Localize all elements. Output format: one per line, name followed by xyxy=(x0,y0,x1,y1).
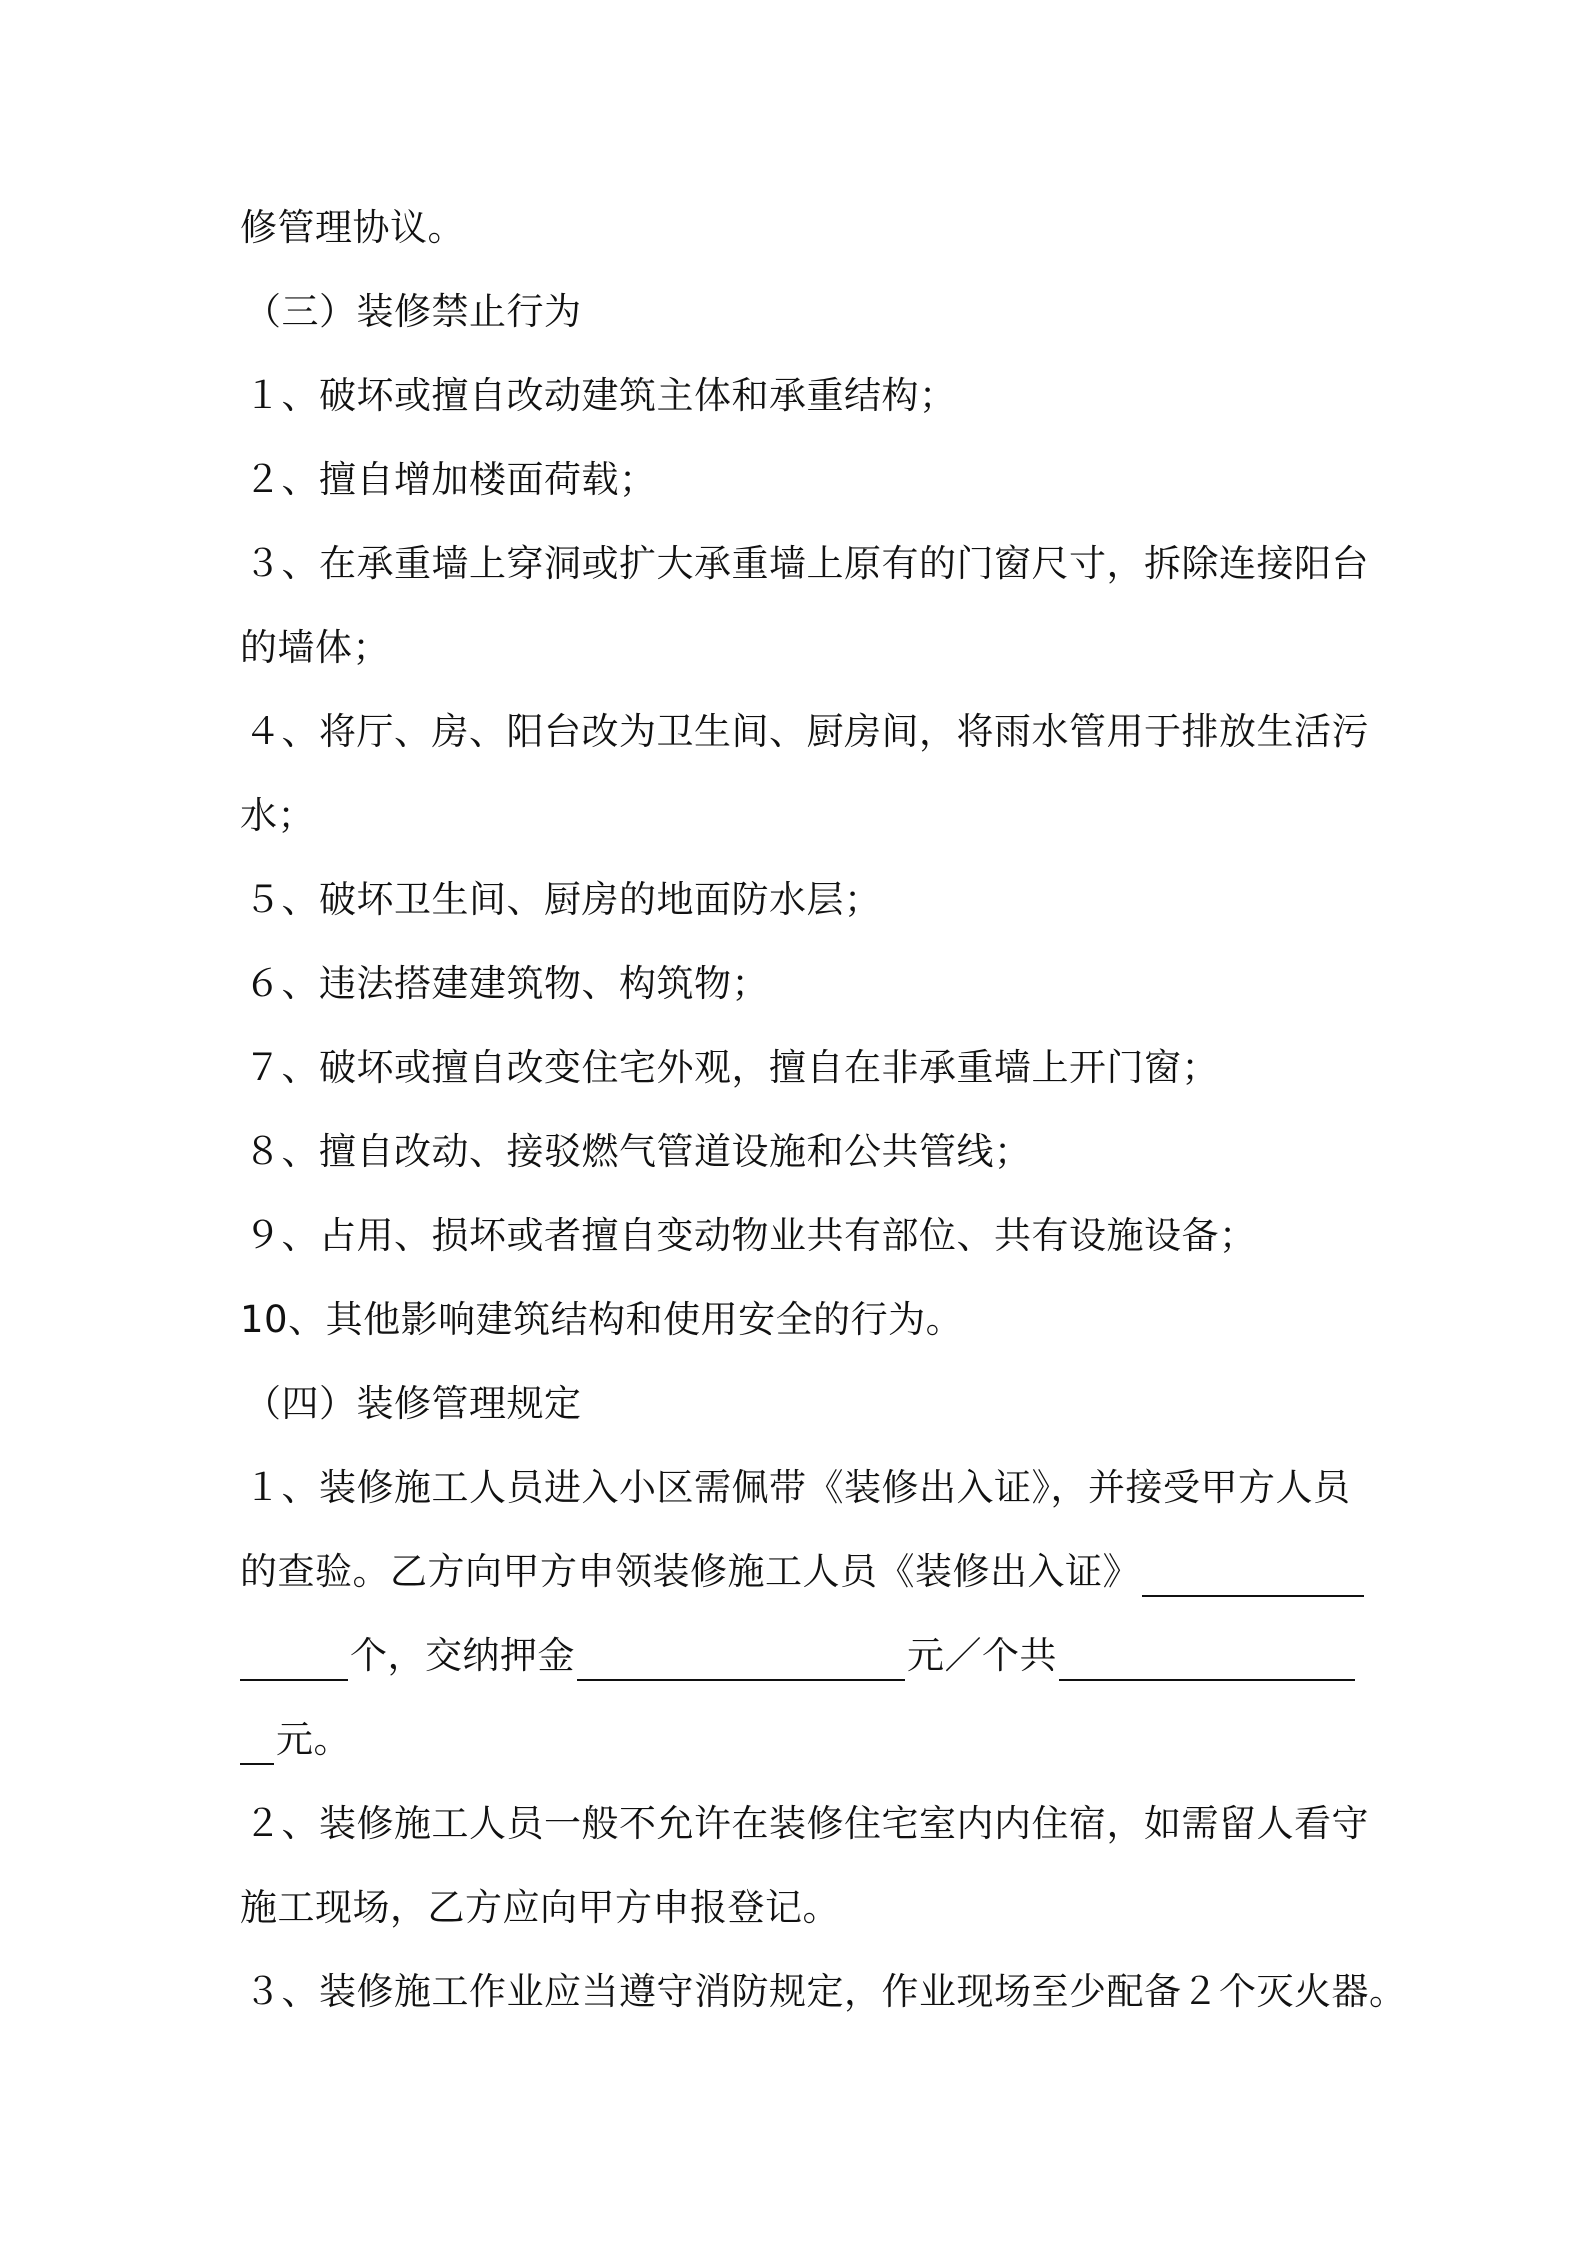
list-item: ５、破坏卫生间、厨房的地面防水层； xyxy=(244,878,882,921)
text-line: 修管理协议。 xyxy=(240,206,465,249)
line-text: 的查验。乙方向甲方申领装修施工人员《装修出入证》 xyxy=(240,1550,1140,1593)
section-heading: （三）装修禁止行为 xyxy=(244,290,582,333)
fill-blank[interactable] xyxy=(240,1723,274,1765)
list-item: 10、其他影响建筑结构和使用安全的行为。 xyxy=(240,1298,964,1341)
text-line xyxy=(240,1547,1360,1597)
list-item: １、破坏或擅自改动建筑主体和承重结构； xyxy=(244,374,957,417)
text-line: 施工现场，乙方应向甲方申报登记。 xyxy=(240,1886,840,1929)
list-item: ４、将厅、房、阳台改为卫生间、厨房间，将雨水管用于排放生活污 xyxy=(244,710,1369,753)
fill-blank[interactable] xyxy=(577,1639,905,1681)
fill-label: 个，交纳押金 xyxy=(350,1634,575,1677)
section-heading: （四）装修管理规定 xyxy=(244,1382,582,1425)
fill-blank[interactable] xyxy=(240,1639,348,1681)
list-item: １、装修施工人员进入小区需佩带《装修出入证》，并接受甲方人员 xyxy=(244,1466,1351,1509)
text-line: 的墙体； xyxy=(240,626,390,669)
fill-line xyxy=(240,1715,1360,1765)
fill-label: 元／个共 xyxy=(907,1634,1057,1677)
fill-label: 元。 xyxy=(276,1718,351,1761)
text-line: 水； xyxy=(240,794,315,837)
list-item: ２、擅自增加楼面荷载； xyxy=(244,458,657,501)
list-item: ７、破坏或擅自改变住宅外观，擅自在非承重墙上开门窗； xyxy=(244,1046,1219,1089)
fill-blank[interactable] xyxy=(1142,1555,1364,1597)
list-item: ９、占用、损坏或者擅自变动物业共有部位、共有设施设备； xyxy=(244,1214,1257,1257)
fill-blank[interactable] xyxy=(1059,1639,1355,1681)
list-item: ６、违法搭建建筑物、构筑物； xyxy=(244,962,769,1005)
fill-line xyxy=(240,1631,1360,1681)
list-item: ８、擅自改动、接驳燃气管道设施和公共管线； xyxy=(244,1130,1032,1173)
list-item: ２、装修施工人员一般不允许在装修住宅室内内住宿，如需留人看守 xyxy=(244,1802,1369,1845)
list-item: ３、在承重墙上穿洞或扩大承重墙上原有的门窗尺寸，拆除连接阳台 xyxy=(244,542,1369,585)
list-item: ３、装修施工作业应当遵守消防规定，作业现场至少配备２个灭火器。 xyxy=(244,1970,1407,2013)
